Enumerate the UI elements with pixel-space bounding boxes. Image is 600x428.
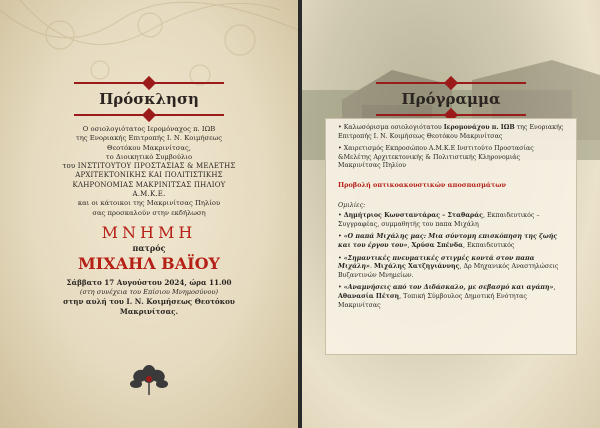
invitation-body <box>0 125 298 317</box>
event-place: στην αυλή του Ι. Ν. Κοιμήσεως Θεοτόκου <box>63 296 235 306</box>
intro-line: της Ενοριακής Επιτροπής Ι. Ν. Κοιμήσεως <box>75 134 223 143</box>
speaker-item: • «Σημαντικές πνευματικές στιγμές κοντά στον παπα Μιχάλη». Μιχάλης Χατζηγιάννης, Δρ Μηχανικός Αναστηλώσεις Βυζαντινών Μνημείων. <box>338 254 559 279</box>
honoree-name: ΜΙΧΑΗΛ ΒΑΪΟΥ <box>78 253 220 273</box>
talk-title: «Αναμνήσεις από τον Διδάσκαλο, με σεβασμό και αγάπη» <box>343 284 554 292</box>
event-place: Μακρινίτσας. <box>119 306 179 316</box>
program-list <box>338 124 564 314</box>
intro-line: Θεοτόκου Μακρινίτσας, <box>107 143 191 152</box>
invitation-title: Πρόσκληση <box>99 90 199 108</box>
welcome-text: Καλωσόρισμα οσιολογιότατου <box>343 124 444 131</box>
speaker-role: , Εκπαιδευτικός <box>462 241 515 249</box>
intro-line: το Διοικητικό Συμβούλιο <box>105 152 193 161</box>
heading-rule-top <box>376 82 526 84</box>
institute-line: ΚΛΗΡΟΝΟΜΙΑΣ ΜΑΚΡΙΝΙΤΣΑΣ ΠΗΛΙΟΥ <box>72 180 226 189</box>
welcome-host: Ιερομονάχου π. ΙΩΒ <box>443 124 515 131</box>
speaker-role: , Εκπαιδευτικός – Συγγραφέας, συμμαθητής του παπα Μιχάλη <box>338 212 540 228</box>
speaker-item: • Δημήτριος Κωνσταντάρας – Σταθαράς, Εκπαιδευτικός – Συγγραφέας, συμμαθητής του παπα Μιχάλη <box>338 212 540 228</box>
speakers-label: Ομιλίες: <box>338 201 366 209</box>
program-heading <box>302 80 600 118</box>
event-title: ΜΝΗΜΗ <box>101 222 197 242</box>
institute-line: Α.Μ.Κ.Ε. <box>132 190 166 199</box>
invitation-page <box>0 0 298 428</box>
program-title: Πρόγραμμα <box>401 90 501 108</box>
speaker-role: , Δρ Μηχανικός Αναστηλώσεις Βυζαντινών Μνημείων. <box>338 263 559 279</box>
speaker-name: Χρύσα Σπένδα <box>411 241 463 249</box>
talk-title: «Ο παπά Μιχάλης μας: Μια σύντομη επισκόπηση της ζωής και του έργου του» <box>338 233 558 249</box>
speaker-item: • «Ο παπά Μιχάλης μας: Μια σύντομη επισκόπηση της ζωής και του έργου του», Χρύσα Σπένδα, Εκπαιδευτικός <box>338 233 558 249</box>
heading-rule-bottom <box>376 114 526 116</box>
event-date-note: (στη συνέχεια του Επίσιου Μνημοσύνου) <box>79 287 219 296</box>
heading-rule-bottom <box>74 114 224 116</box>
welcome-text-rest: της Ενοριακής Επιτροπής Ι. Ν. Κοιμήσεως Θεοτόκου Μακρινίτσας <box>338 124 564 140</box>
institute-line: ΑΡΧΙΤΕΚΤΟΝΙΚΗΣ ΚΑΙ ΠΟΛΙΤΙΣΤΙΚΗΣ <box>75 171 223 180</box>
talk-title: «Σημαντικές πνευματικές στιγμές κοντά στον παπα Μιχάλη» <box>338 254 535 271</box>
speaker-item: • «Αναμνήσεις από τον Διδάσκαλο, με σεβασμό και αγάπη», Αθανασία Πέτση, Τοπική Σύμβουλος Δημοτική Ενότητας Μακρινίτσας <box>338 284 556 309</box>
event-date: Σάββατο 17 Αυγούστου 2024, ώρα 11.00 <box>66 277 232 287</box>
institute-line: του ΙΝΣΤΙΤΟΥΤΟΥ ΠΡΟΣΤΑΣΙΑΣ & ΜΕΛΕΤΗΣ <box>62 162 236 171</box>
speaker-name: Αθανασία Πέτση <box>338 292 400 300</box>
greeting-text: Χαιρετισμός Εκπροσώπου Α.Μ.Κ.Ε Ινστιτούτο Προστασίας &Μελέτης Αρχιτεκτονικής & Πολιτιστικής Κληρονομιάς Μακρινίτσας Πηλίου <box>338 145 534 170</box>
intro-line: Ο οσιολογιότατος Ιερομόναχος π. ΙΩΒ <box>82 125 216 133</box>
outro-line: και οι κάτοικοι της Μακρινίτσας Πηλίου <box>77 199 221 208</box>
heading-rule-top <box>74 82 224 84</box>
speaker-name: Μιχάλης Χατζηγιάννης <box>373 263 460 271</box>
invitation-heading <box>0 80 298 118</box>
program-item-welcome: • Καλωσόρισμα οσιολογιότατου Ιερομονάχου π. ΙΩΒ της Ενοριακής Επιτροπής Ι. Ν. Κοιμήσεως Θεοτόκου Μακρινίτσας <box>338 124 564 140</box>
program-item-greeting: • Χαιρετισμός Εκπροσώπου Α.Μ.Κ.Ε Ινστιτούτο Προστασίας &Μελέτης Αρχιτεκτονικής & Πολιτιστικής Κληρονομιάς Μακρινίτσας Πηλίου <box>338 145 534 170</box>
flower-icon <box>128 362 170 396</box>
speaker-role: , Τοπική Σύμβουλος Δημοτική Ενότητας Μακρινίτσας <box>338 292 527 309</box>
event-patros: πατρός <box>132 242 166 253</box>
video-heading: Προβολή οπτικοακουστικών αποσπασμάτων <box>338 180 506 189</box>
outro-line: σας προσκαλούν στην εκδήλωση <box>92 208 206 217</box>
speaker-name: Δημήτριος Κωνσταντάρας – Σταθαράς <box>343 212 483 220</box>
